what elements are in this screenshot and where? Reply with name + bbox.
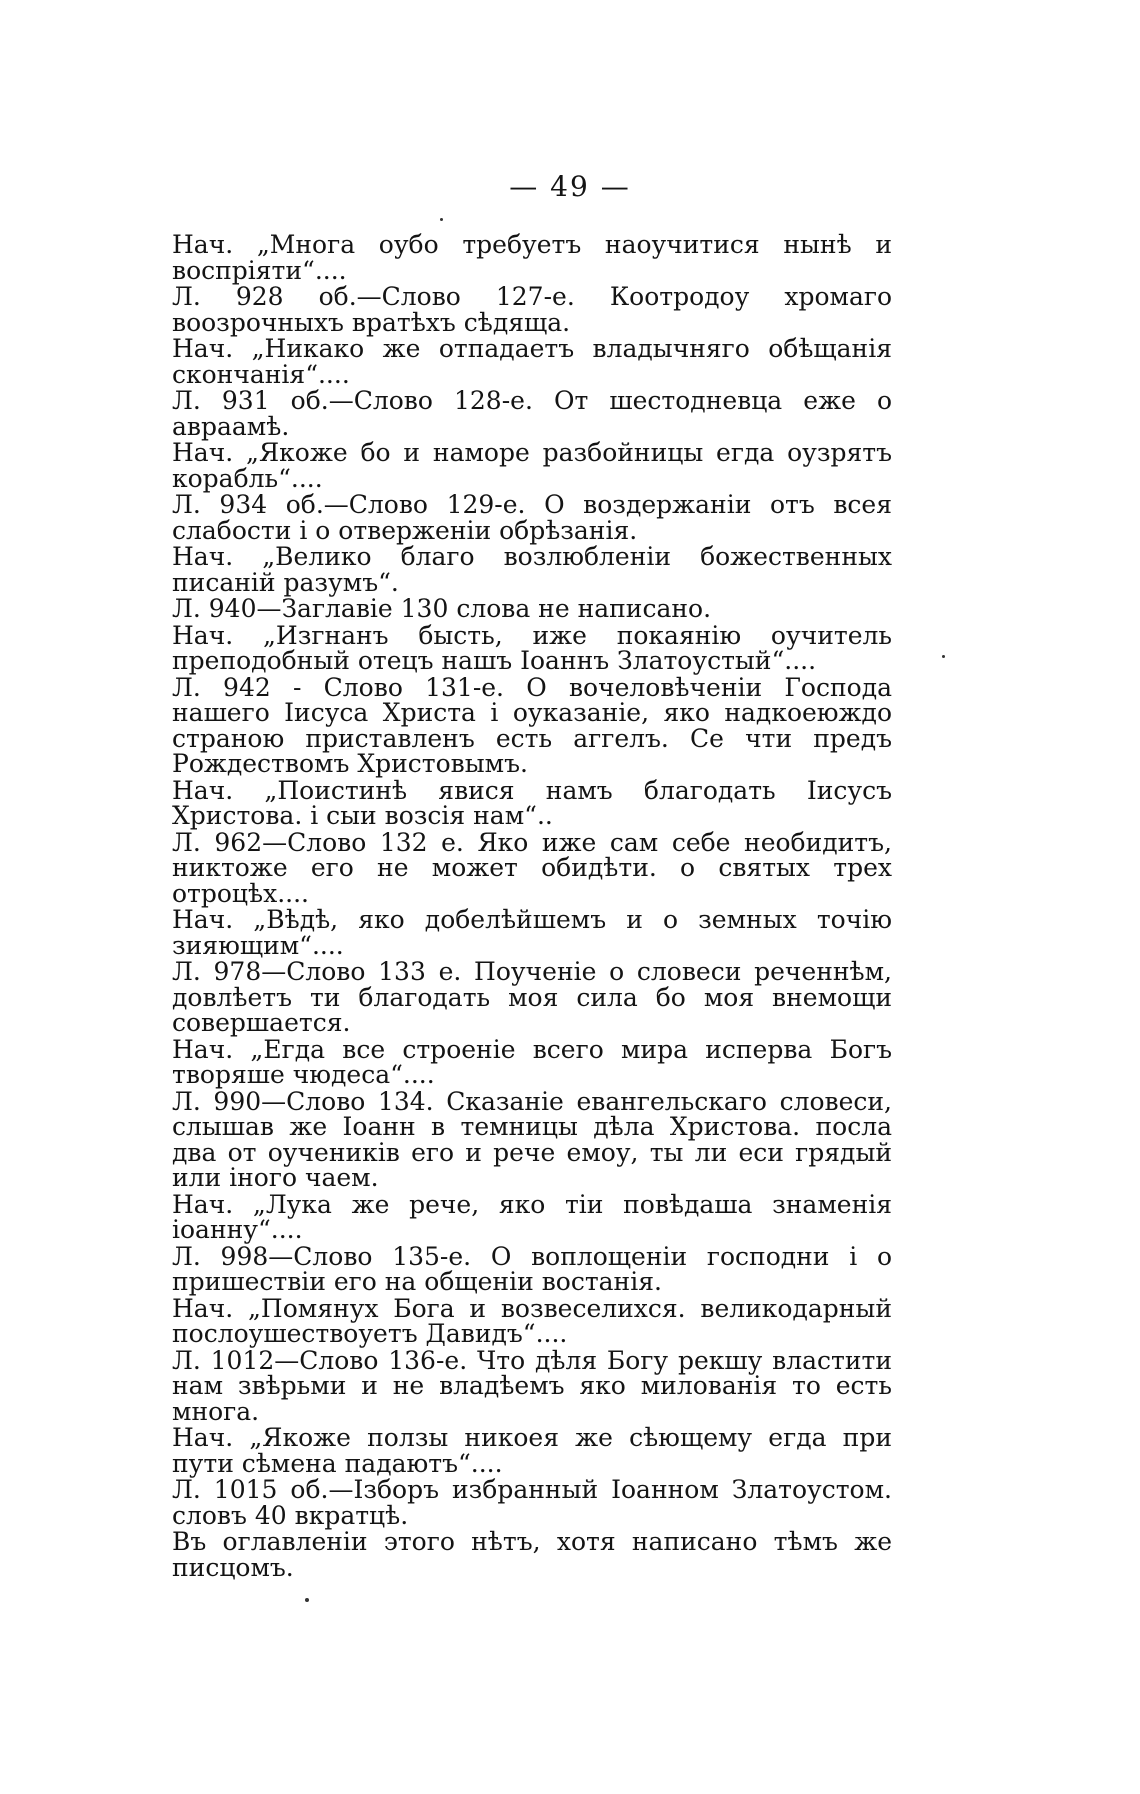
ink-speck (942, 655, 945, 658)
paragraph: Нач. „Велико благо возлюбленіи божественных писаній разумъ“. (172, 542, 892, 597)
paragraph: Нач. „Якоже бо и наморе разбойницы егда оузрятъ корабль“.... (172, 438, 892, 493)
paragraph: Нач. „Вѣдѣ, яко добелѣйшемъ и о земных точію зияющим“.... (172, 905, 892, 960)
paragraph: Л. 962—Слово 132 е. Яко иже сам себе необидитъ, никтоже его не может обидѣти. о святых трех отроцѣх.... (172, 827, 892, 908)
paragraph: Нач. „Лука же рече, яко тіи повѣдаша знаменія іоанну“.... (172, 1189, 892, 1244)
paragraph: Л. 998—Слово 135-е. О воплощеніи господни і о пришествіи его на общеніи востанія. (172, 1241, 892, 1296)
paragraph: Нач. „Изгнанъ бысть, иже покаянію оучитель преподобный отецъ нашъ Іоаннъ Златоустый“.... (172, 620, 892, 675)
paragraph: Л. 942 - Слово 131-е. О вочеловѣченіи Господа нашего Іисуса Христа і оуказаніе, яко надкоеюждо страною приставленъ есть аггелъ. Се чти предъ Рождествомъ Христовымъ. (172, 672, 892, 778)
paragraph: Л. 934 об.—Слово 129-е. О воздержаніи отъ всея слабости і о отверженіи обрѣзанія. (172, 490, 892, 545)
paragraph: Нач. „Якоже ползы никоея же сѣющему егда при пути сѣмена падаютъ“.... (172, 1423, 892, 1478)
paragraph: Л. 990—Слово 134. Сказаніе евангельскаго словеси, слышав же Іоанн в темницы дѣла Христова. посла два от оучеників его и рече емоу, ты ли еси грядый или іного чаем. (172, 1086, 892, 1192)
paragraph: Л. 1015 об.—Ізборъ избранный Іоанном Златоустом. словъ 40 вкратцѣ. (172, 1475, 892, 1530)
paragraph: Л. 1012—Слово 136-е. Что дѣля Богу рекшу властити нам звѣрьми и не владѣемъ яко милованія то есть многа. (172, 1345, 892, 1426)
paragraph: Нач. „Помянух Бога и возвеселихся. великодарный послоушествоуетъ Давидъ“.... (172, 1293, 892, 1348)
paragraph: Л. 978—Слово 133 е. Поученіе о словеси реченнѣм, довлѣетъ ти благодать моя сила бо моя внемощи совершается. (172, 957, 892, 1037)
paragraph: Нач. „Никако же отпадаетъ владычняго обѣщанія скончанія“.... (172, 334, 892, 389)
paragraph: Въ оглавленіи этого нѣтъ, хотя написано тѣмъ же писцомъ. (172, 1527, 892, 1582)
page-number: — 49 — (509, 170, 631, 203)
paragraph: Нач. „Егда все строеніе всего мира исперва Богъ творяше чюдеса“.... (172, 1034, 892, 1089)
paragraph: Л. 940—Заглавіе 130 слова не написано. (172, 594, 712, 623)
paragraph: Л. 931 об.—Слово 128-е. От шестодневца еже о авраамѣ. (172, 386, 892, 441)
ink-speck (305, 1598, 309, 1602)
paragraph: Нач. „Поистинѣ явися намъ благодать Іисусъ Христова. і сыи возсія нам“.. (172, 775, 892, 830)
paragraph: Нач. „Многа оубо требуетъ наоучитися нынѣ и воспріяти“.... (172, 230, 892, 285)
text-block (172, 232, 892, 1581)
paragraph: Л. 928 об.—Слово 127-е. Коотродоу хромаго воозрочныхъ вратѣхъ сѣдяща. (172, 282, 892, 337)
ink-speck (440, 218, 443, 221)
